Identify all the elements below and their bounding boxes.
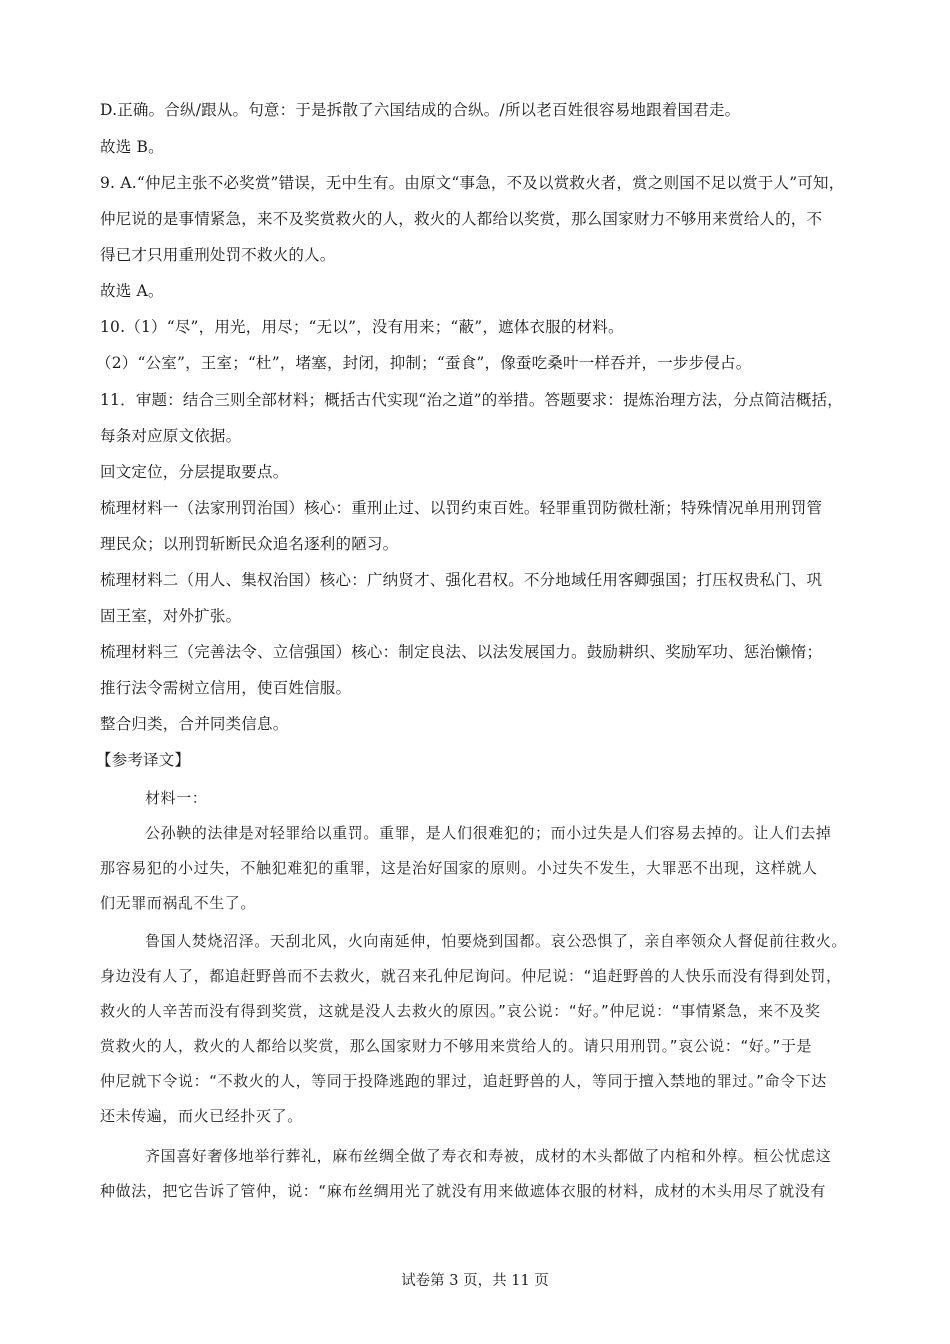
translation-line: 赏救火的人，救火的人都给以奖赏，那么国家财力不够用来赏给人的。请只用刑罚。”哀公说：“好。”于是	[100, 1037, 813, 1055]
answer-line: D.正确。合纵/跟从。句意：于是拆散了六国结成的合纵。/所以老百姓很容易地跟着国君走。	[100, 101, 741, 119]
translation-line: 齐国喜好奢侈地举行葬礼，麻布丝绸全做了寿衣和寿被，成材的木头都做了内棺和外椁。桓公忧虑这	[145, 1147, 832, 1165]
answer-line: 11．审题：结合三则全部材料；概括古代实现“治之道”的举措。答题要求：提炼治理方法，分点简洁概括，	[100, 391, 843, 409]
answer-line: 梳理材料一（法家刑罚治国）核心：重刑止过、以罚约束百姓。轻罪重罚防微杜渐；特殊情况单用刑罚管	[100, 499, 823, 517]
translation-line: 身边没有人了，都追赶野兽而不去救火，就召来孔仲尼询问。仲尼说：“追赶野兽的人快乐而没有得到处罚，	[100, 967, 842, 985]
answer-line: 故选 B。	[100, 138, 164, 156]
translation-line: 鲁国人焚烧沼泽。天刮北风，火向南延伸，怕要烧到国都。哀公恐惧了，亲自率领众人督促前往救火。	[145, 932, 848, 950]
translation-subheading: 材料一：	[145, 789, 208, 807]
answer-line: 得已才只用重刑处罚不救火的人。	[100, 246, 336, 264]
page-footer: 试卷第 3 页，共 11 页	[401, 1273, 549, 1289]
answer-line: 每条对应原文依据。	[100, 427, 242, 445]
translation-line: 救火的人辛苦而没有得到奖赏，这就是没人去救火的原因。”哀公说：“好。”仲尼说：“事情紧急，来不及奖	[100, 1002, 821, 1020]
translation-line: 那容易犯的小过失，不触犯难犯的重罪，这是治好国家的原则。小过失不发生，大罪恶不出现，这样就人	[100, 859, 818, 877]
answer-line: 9. A.“仲尼主张不必奖赏”错误，无中生有。由原文“事急，不及以赏救火者，赏之则国不足以赏于人”可知，	[100, 174, 845, 192]
answer-line: 推行法令需树立信用，使百姓信服。	[100, 679, 352, 697]
answer-line: （2）“公室”，王室；“杜”，堵塞，封闭，抑制；“蚕食”，像蚕吃桑叶一样吞并，一步步侵占。	[96, 354, 752, 372]
translation-line: 仲尼就下令说：“不救火的人，等同于投降逃跑的罪过，追赶野兽的人，等同于擅入禁地的罪过。”命令下达	[100, 1072, 827, 1090]
answer-line: 理民众；以刑罚斩断民众追名逐利的陋习。	[100, 535, 399, 553]
translation-line: 公孙鞅的法律是对轻罪给以重罚。重罪，是人们很难犯的；而小过失是人们容易去掉的。让人们去掉	[145, 824, 832, 842]
answer-line: 10.（1）“尽”，用光，用尽；“无以”，没有用来；“蔽”，遮体衣服的材料。	[100, 318, 624, 336]
translation-line: 还未传遍，而火已经扑灭了。	[100, 1107, 303, 1125]
answer-line: 故选 A。	[100, 282, 164, 300]
answer-line: 仲尼说的是事情紧急，来不及奖赏救火的人，救火的人都给以奖赏，那么国家财力不够用来赏给人的，不	[100, 210, 823, 228]
answer-line: 梳理材料二（用人、集权治国）核心：广纳贤才、强化君权。不分地域任用客卿强国；打压权贵私门、巩	[100, 571, 823, 589]
answer-line: 固王室，对外扩张。	[100, 607, 242, 625]
section-heading: 【参考译文】	[96, 751, 191, 769]
answer-line: 回文定位，分层提取要点。	[100, 463, 289, 481]
answer-line: 梳理材料三（完善法令、立信强国）核心：制定良法、以法发展国力。鼓励耕织、奖励军功、惩治懒惰；	[100, 643, 823, 661]
translation-line: 们无罪而祸乱不生了。	[100, 894, 257, 912]
translation-line: 种做法，把它告诉了管仲，说：“麻布丝绸用光了就没有用来做遮体衣服的材料，成材的木头用尽了就没有	[100, 1182, 826, 1200]
answer-line: 整合归类，合并同类信息。	[100, 715, 289, 733]
